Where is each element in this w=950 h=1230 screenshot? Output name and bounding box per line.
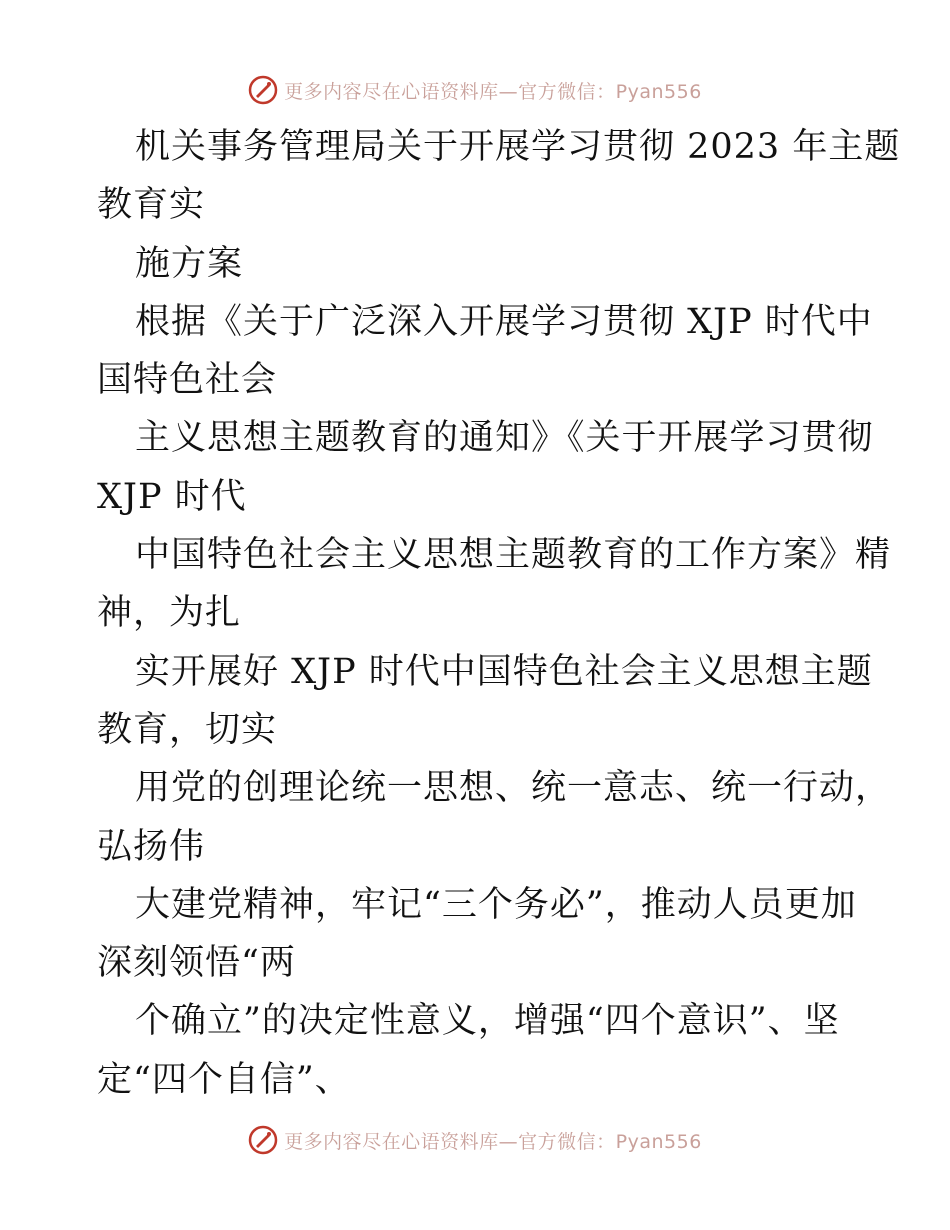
text-line: 实开展好 XJP 时代中国特色社会主义思想主题: [135, 651, 873, 692]
text-line: 弘扬伟: [97, 826, 206, 867]
document-body: [97, 118, 901, 1109]
seal-logo-icon: [248, 1125, 278, 1155]
text-line: 主义思想主题教育的通知》《关于开展学习贯彻: [135, 418, 874, 459]
text-line: 教育实: [97, 185, 206, 226]
text-line: 定“四个自信”、: [97, 1059, 351, 1100]
text-line: 大建党精神，牢记“三个务必”，推动人员更加: [135, 884, 857, 925]
watermark-text: 更多内容尽在心语资料库—官方微信：Pyan556: [284, 1130, 702, 1153]
seal-logo-icon: [248, 75, 278, 105]
text-line: XJP 时代: [97, 476, 247, 517]
text-line: 机关事务管理局关于开展学习贯彻 2023 年主题: [135, 127, 901, 167]
text-line: 用党的创理论统一思想、统一意志、统一行动，: [135, 768, 892, 809]
text-line: 深刻领悟“两: [97, 943, 296, 984]
text-line: 施方案: [135, 243, 244, 284]
text-line: 国特色社会: [97, 360, 278, 401]
text-line: 个确立”的决定性意义，增强“四个意识”、坚: [135, 1001, 840, 1042]
footer-watermark: [0, 1120, 950, 1160]
watermark-text: 更多内容尽在心语资料库—官方微信：Pyan556: [284, 80, 702, 103]
text-line: 教育，切实: [97, 709, 278, 750]
text-line: 神，为扎: [97, 593, 242, 634]
header-watermark: [0, 70, 950, 110]
text-line: 中国特色社会主义思想主题教育的工作方案》精: [135, 535, 892, 576]
text-line: 根据《关于广泛深入开展学习贯彻 XJP 时代中: [135, 301, 873, 342]
